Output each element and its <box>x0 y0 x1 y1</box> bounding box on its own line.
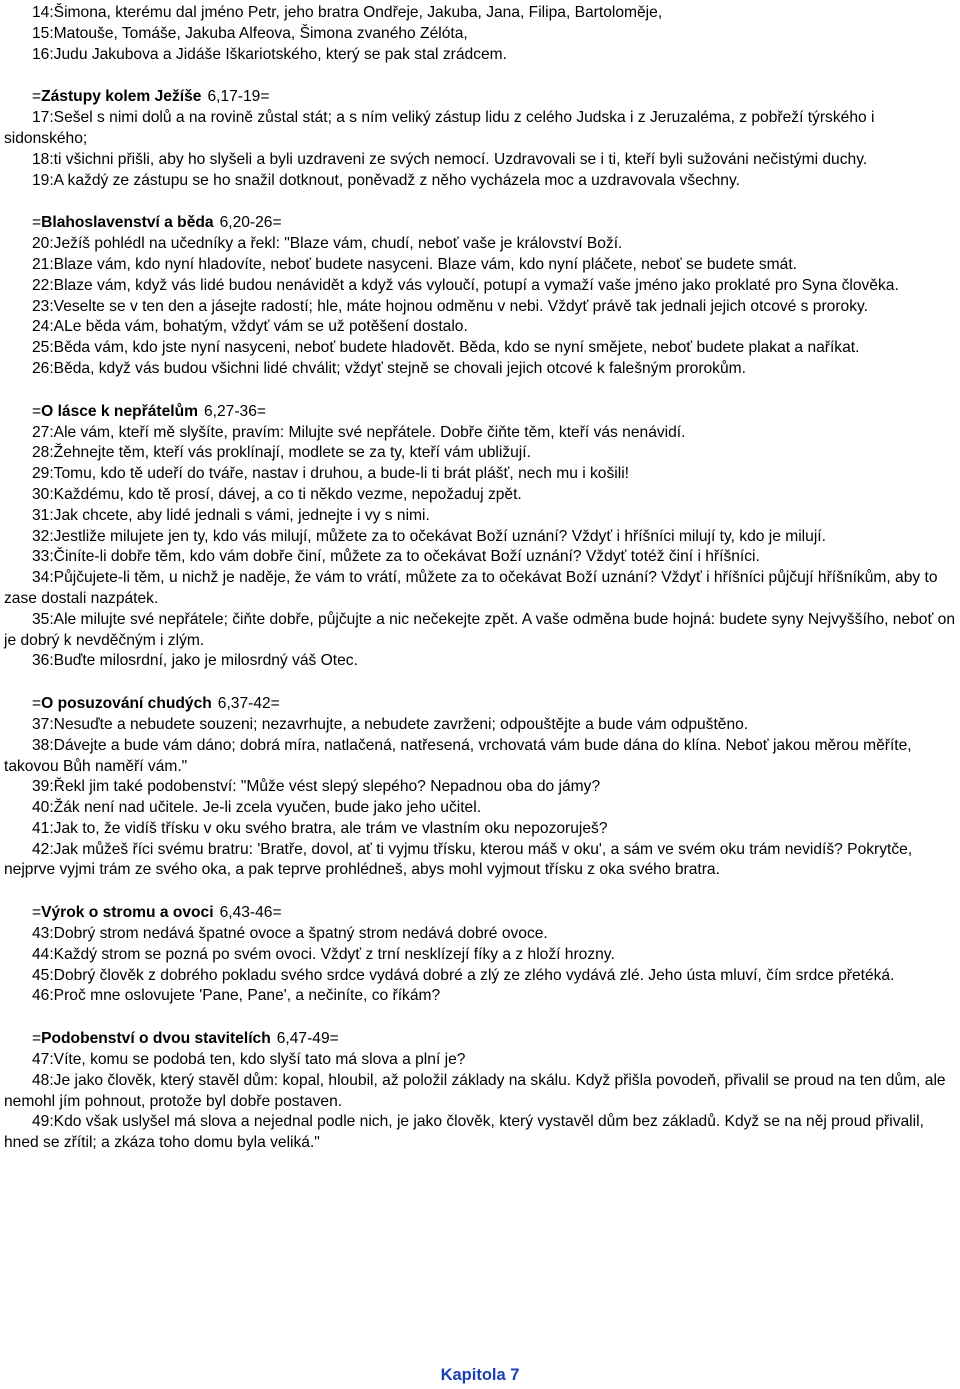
verse: 43:Dobrý strom nedává špatné ovoce a špatný strom nedává dobré ovoce. <box>32 925 548 943</box>
section-heading-prefix: = <box>32 88 42 106</box>
verse: 23:Veselte se v ten den a jásejte radostí; hle, máte hojnou odměnu v nebi. Vždyť právě tak jednali jejich otcové s proroky. <box>32 297 868 315</box>
section-title: Zástupy kolem Ježíše <box>41 88 202 106</box>
verse: 33:Činíte-li dobře těm, kdo vám dobře činí, můžete za to očekávat Boží uznání? Vždyť totéž činí i hříšníci. <box>32 548 760 566</box>
verse: 48:Je jako člověk, který stavěl dům: kopal, hloubil, až položil základy na skálu. Když přišla povodeň, přivalil se proud na ten dům, ale nemohl jím pohnout, protože byl dobře postaven. <box>4 1071 946 1110</box>
section <box>4 903 958 1007</box>
verse: 39:Řekl jim také podobenství: "Může vést slepý slepého? Nepadnou oba do jámy? <box>32 778 601 796</box>
section <box>4 694 958 881</box>
verse: 29:Tomu, kdo tě udeří do tváře, nastav i druhou, a bude-li ti brát plášť, nech mu i košili! <box>32 465 629 483</box>
section-heading-prefix: = <box>32 1030 42 1048</box>
verse: 44:Každý strom se pozná po svém ovoci. Vždyť z trní nesklízejí fíky a z hloží hrozny. <box>32 945 615 963</box>
verse: 28:Žehnejte těm, kteří vás proklínají, modlete se za ty, kteří vám ubližují. <box>32 444 531 462</box>
section-heading <box>4 87 958 108</box>
section-heading <box>4 694 958 715</box>
verse: 49:Kdo však uslyšel má slova a nejednal podle nich, je jako člověk, který vystavěl dům bez základů. Když se na něj proud přivalil, hned se zřítil; a zkáza toho domu byla veliká." <box>4 1113 924 1152</box>
section-heading-prefix: = <box>32 214 42 232</box>
document-page <box>4 3 958 1154</box>
section-heading-prefix: = <box>32 695 42 713</box>
section-title: O posuzování chudých <box>41 695 212 713</box>
sections-container <box>4 87 958 1154</box>
section-reference: 6,43-46= <box>219 904 282 922</box>
verse: 18:ti všichni přišli, aby ho slyšeli a byli uzdraveni ze svých nemocí. Uzdravovali se i ti, kteří byli sužováni nečistými duchy. <box>32 150 868 168</box>
section-reference: 6,17-19= <box>207 88 270 106</box>
verse: 27:Ale vám, kteří mě slyšíte, pravím: Milujte své nepřátele. Dobře čiňte těm, kteří vás nenávidí. <box>32 423 686 441</box>
verse: 15:Matouše, Tomáše, Jakuba Alfeova, Šimona zvaného Zélóta, <box>32 24 468 42</box>
verse: 22:Blaze vám, když vás lidé budou nenávidět a když vás vyloučí, potupí a vymaží vaše jméno jako proklaté pro Syna člověka. <box>32 276 899 294</box>
section-reference: 6,37-42= <box>217 695 280 713</box>
verse: 37:Nesuďte a nebudete souzeni; nezavrhujte, a nebudete zavrženi; odpouštějte a bude vám odpuštěno. <box>32 715 749 733</box>
section-reference: 6,20-26= <box>219 214 282 232</box>
section-title: Blahoslavenství a běda <box>41 214 214 232</box>
verse: 47:Víte, komu se podobá ten, kdo slyší tato má slova a plní je? <box>32 1051 466 1069</box>
verse: 25:Běda vám, kdo jste nyní nasyceni, neboť budete hladovět. Běda, kdo se nyní smějete, neboť budete plakat a naříkat. <box>32 339 860 357</box>
verse: 21:Blaze vám, kdo nyní hladovíte, neboť budete nasyceni. Blaze vám, kdo nyní pláčete, neboť se budete smát. <box>32 255 797 273</box>
verse: 31:Jak chcete, aby lidé jednali s vámi, jednejte i vy s nimi. <box>32 506 430 524</box>
section-title: Výrok o stromu a ovoci <box>41 904 214 922</box>
verse: 34:Půjčujete-li těm, u nichž je naděje, že vám to vrátí, můžete za to očekávat Boží uznání? Vždyť i hříšníci půjčují hříšníkům, aby to zase dostali nazpátek. <box>4 569 938 607</box>
verse: 17:Sešel s nimi dolů a na rovině zůstal stát; a s ním veliký zástup lidu z celého Judska i z Jeruzaléma, z pobřeží týrského i sidonského; <box>4 109 875 147</box>
intro-verses <box>4 3 958 65</box>
section-heading-prefix: = <box>32 904 42 922</box>
verse: 26:Běda, když vás budou všichni lidé chválit; vždyť stejně se chovali jejich otcové k falešným prorokům. <box>32 359 746 377</box>
section <box>4 87 958 191</box>
verse: 35:Ale milujte své nepřátele; čiňte dobře, půjčujte a nic nečekejte zpět. A vaše odměna bude hojná: budete syny Nejvyššího, neboť on je dobrý k nevděčným i zlým. <box>4 610 956 649</box>
verse: 41:Jak to, že vidíš třísku v oku svého bratra, ale trám ve vlastním oku nepozoruješ? <box>32 819 608 837</box>
section <box>4 213 958 379</box>
verse: 46:Proč mne oslovujete 'Pane, Pane', a nečiníte, co říkám? <box>32 987 441 1005</box>
verse: 19:A každý ze zástupu se ho snažil dotknout, poněvadž z něho vycházela moc a uzdravovala všechny. <box>32 171 740 189</box>
verse: 14:Šimona, kterému dal jméno Petr, jeho bratra Ondřeje, Jakuba, Jana, Filipa, Bartoloměje, <box>32 4 663 21</box>
section-title: O lásce k nepřátelům <box>41 402 198 420</box>
verse: 20:Ježíš pohlédl na učedníky a řekl: "Blaze vám, chudí, neboť vaše je království Boží. <box>32 235 623 253</box>
chapter-label: Kapitola 7 <box>440 1366 520 1384</box>
verse: 24:ALe běda vám, bohatým, vždyť vám se už potěšení dostalo. <box>32 318 468 336</box>
verse: 30:Každému, kdo tě prosí, dávej, a co ti někdo vezme, nepožaduj zpět. <box>32 485 522 503</box>
verse: 42:Jak můžeš říci svému bratru: 'Bratře, dovol, ať ti vyjmu třísku, kterou máš v oku', a sám ve svém oku trám nevidíš? Pokrytče, nejprve vyjmi trám ze svého oka, a pak teprve prohlédneš, abys mohl vyjmout třísku z oka svého bratra. <box>4 840 913 879</box>
section-title: Podobenství o dvou stavitelích <box>41 1030 271 1048</box>
section-heading <box>4 903 958 924</box>
section-reference: 6,27-36= <box>203 402 266 420</box>
section-heading <box>4 402 958 423</box>
section-reference: 6,47-49= <box>276 1030 339 1048</box>
section <box>4 402 958 672</box>
verse: 16:Judu Jakubova a Jidáše Iškariotského, který se pak stal zrádcem. <box>32 45 507 63</box>
section-heading <box>4 1029 958 1050</box>
section-heading <box>4 213 958 234</box>
verse: 38:Dávejte a bude vám dáno; dobrá míra, natlačená, natřesená, vrchovatá vám bude dána do klína. Neboť jakou měrou měříte, takovou Bůh naměří vám." <box>4 736 912 775</box>
verse: 36:Buďte milosrdní, jako je milosrdný váš Otec. <box>32 652 358 670</box>
verse: 45:Dobrý člověk z dobrého pokladu svého srdce vydává dobré a zlý ze zlého vydává zlé. Jeho ústa mluví, čím srdce přetéká. <box>32 966 895 984</box>
verse: 40:Žák není nad učitele. Je-li zcela vyučen, bude jako jeho učitel. <box>32 799 482 817</box>
section <box>4 1029 958 1154</box>
verse: 32:Jestliže milujete jen ty, kdo vás milují, můžete za to očekávat Boží uznání? Vždyť i hříšníci milují ty, kdo je milují. <box>32 527 826 545</box>
section-heading-prefix: = <box>32 402 42 420</box>
